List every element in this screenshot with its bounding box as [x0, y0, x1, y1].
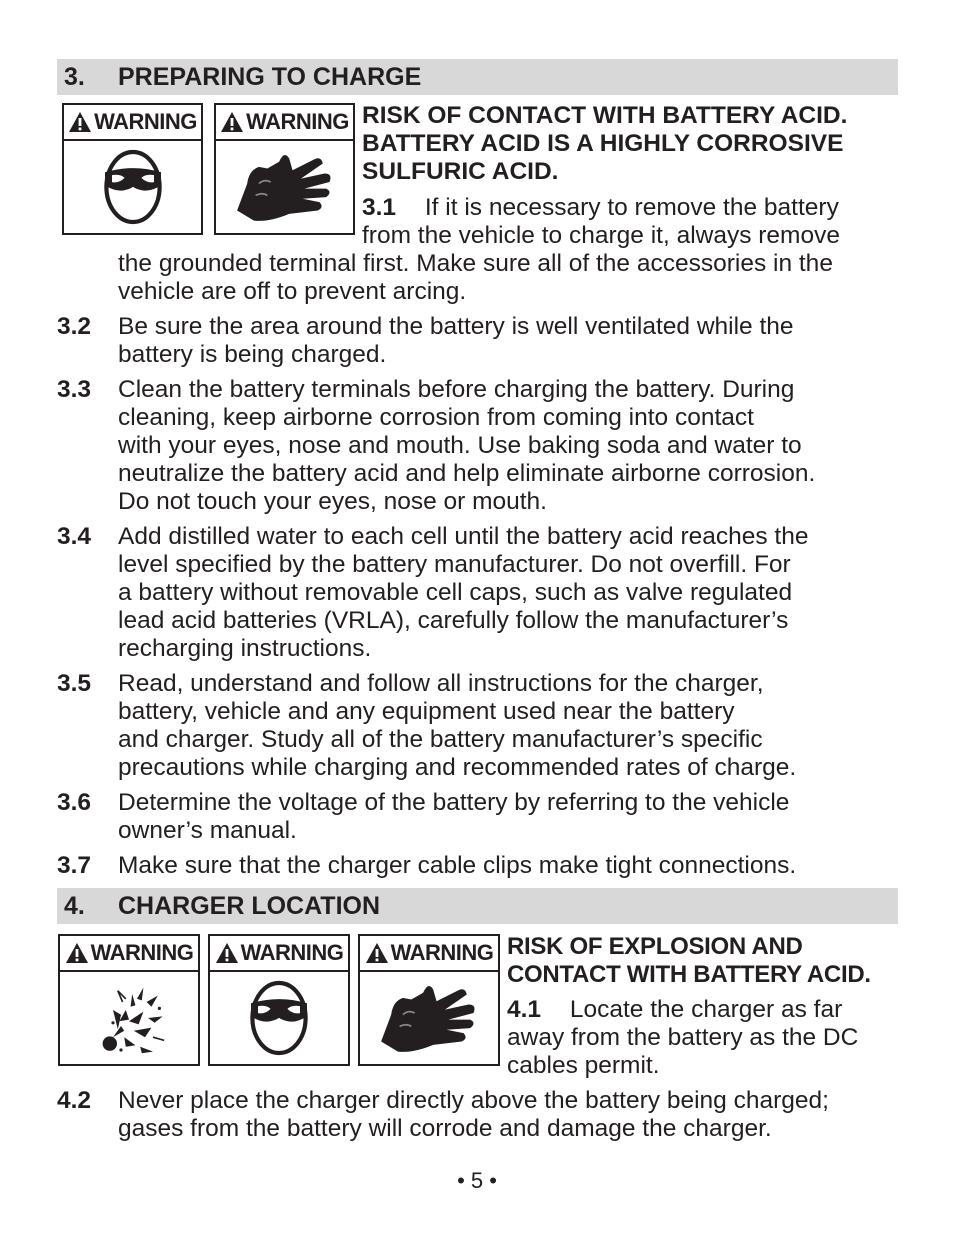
- warning-header: [360, 936, 498, 972]
- page-number: • 5 •: [457, 1168, 497, 1193]
- item-3-1-line: from the vehicle to charge it, always remove: [362, 222, 840, 249]
- item-number: 4.2: [57, 1087, 92, 1114]
- warning-triangle-icon: [215, 942, 239, 964]
- explosion-icon: [89, 978, 169, 1058]
- warning-label: WARNING: [246, 109, 349, 134]
- warning-triangle-icon: [68, 111, 92, 133]
- safety-goggles-icon: [98, 146, 168, 228]
- section-title: PREPARING TO CHARGE: [118, 63, 422, 91]
- item-4-1-line: cables permit.: [507, 1052, 660, 1079]
- item-3-5-text: Read, understand and follow all instructions for the charger, battery, vehicle and any equipment used near the battery and charger. Study all of the battery manufacturer’s specific precautions while charging and recommended rates of charge.: [118, 670, 797, 781]
- warning-header: [60, 936, 198, 972]
- warning-goggles-box: [208, 934, 350, 1066]
- warning-label: WARNING: [240, 940, 344, 965]
- section-3-header: [57, 59, 898, 95]
- item-number: 3.1: [362, 194, 397, 221]
- warning-triangle-icon: [65, 942, 89, 964]
- item-4-1: 4.1 Locate the charger as far: [507, 996, 843, 1023]
- warning-glove-box: [358, 934, 500, 1066]
- item-4-2-text: Never place the charger directly above the battery being charged; gases from the battery will corrode and damage the charger.: [118, 1087, 829, 1142]
- warning-header: [216, 105, 353, 141]
- rubber-glove-icon: [230, 145, 340, 229]
- item-3-3-text: Clean the battery terminals before charging the battery. During cleaning, keep airborne corrosion from coming into contact with your eyes, nose and mouth. Use baking soda and water to neutralize the battery acid and help eliminate airborne corrosion. Do not touch your eyes, nose or mouth.: [118, 376, 816, 515]
- section-4-header: [57, 888, 898, 924]
- warning-label: WARNING: [94, 109, 197, 134]
- item-number: 4.1: [507, 996, 542, 1023]
- item-3-1-line: vehicle are off to prevent arcing.: [118, 278, 467, 305]
- warning-explosion-box: [58, 934, 200, 1066]
- warning-goggles-box: [62, 103, 203, 235]
- warning-label: WARNING: [390, 940, 494, 965]
- item-number: 3.7: [57, 852, 92, 879]
- warning-label: WARNING: [90, 940, 194, 965]
- item-3-1: 3.1 If it is necessary to remove the battery: [362, 194, 839, 221]
- section-number: 3.: [64, 63, 85, 91]
- risk-statement: RISK OF EXPLOSION AND CONTACT WITH BATTERY ACID.: [507, 933, 871, 988]
- safety-goggles-icon: [244, 977, 314, 1059]
- item-3-2-text: Be sure the area around the battery is well ventilated while the battery is being charged.: [118, 313, 794, 368]
- warning-triangle-icon: [220, 111, 244, 133]
- warning-header: [210, 936, 348, 972]
- item-number: 3.3: [57, 376, 92, 403]
- item-3-6-text: Determine the voltage of the battery by referring to the vehicle owner’s manual.: [118, 789, 790, 844]
- warning-triangle-icon: [365, 942, 389, 964]
- rubber-glove-icon: [374, 976, 484, 1060]
- item-number: 3.6: [57, 789, 92, 816]
- item-3-4-text: Add distilled water to each cell until the battery acid reaches the level specified by the battery manufacturer. Do not overfill. For a battery without removable cell caps, such as valve regulated lead acid batteries (VRLA), carefully follow the manufacturer’s recharging instructions.: [118, 523, 809, 662]
- risk-statement: RISK OF CONTACT WITH BATTERY ACID. BATTERY ACID IS A HIGHLY CORROSIVE SULFURIC ACID.: [362, 102, 848, 185]
- section-number: 4.: [64, 892, 85, 920]
- item-3-7-text: Make sure that the charger cable clips make tight connections.: [118, 852, 797, 879]
- section-title: CHARGER LOCATION: [118, 892, 381, 920]
- item-number: 3.2: [57, 313, 92, 340]
- item-4-1-line: away from the battery as the DC: [507, 1024, 859, 1051]
- warning-glove-box: [214, 103, 355, 235]
- item-number: 3.4: [57, 523, 92, 550]
- item-3-1-line: the grounded terminal first. Make sure all of the accessories in the: [118, 250, 833, 277]
- warning-header: [64, 105, 201, 141]
- item-number: 3.5: [57, 670, 92, 697]
